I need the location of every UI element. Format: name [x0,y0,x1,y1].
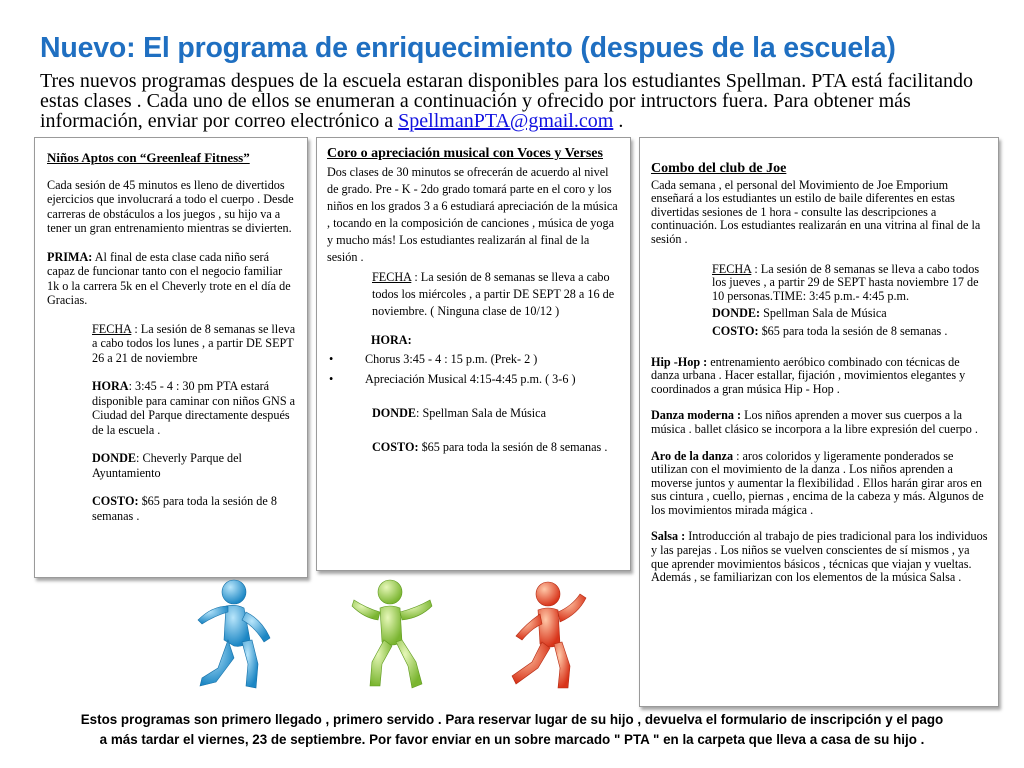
box1-fecha [47,322,297,366]
box1-costo [47,494,297,523]
intro-end: . [613,110,624,132]
box2-fecha [327,269,622,320]
box1-prima-label: PRIMA: [47,249,93,264]
box1-donde-text: : Cheverly Parque del Ayuntamiento [92,451,242,480]
box1-donde-label: DONDE [92,451,137,465]
box3-moderna-text: Los niños aprenden a mover sus cuerpos a la música . ballet clásico se incorpora a la libre expresión del cuerpo . [651,408,978,436]
box3-hiphop-text: entrenamiento aeróbico combinado con técnicas de danza urbana . Hacer estallar, fijación , movimientos elegantes y coordinados a gran música Hip - Hop . [651,354,966,396]
box1-prima-text: Al final de esta clase cada niño será capaz de funcionar tanto con el negocio familiar 1k o la carrera 5k en el Cheverly trote en el día de Gracias. [47,249,291,307]
program-box-fitness [34,137,308,578]
page-title: Nuevo: El programa de enriquecimiento (despues de la escuela) [40,32,896,64]
box1-costo-label: COSTO: [92,494,139,508]
box2-fecha-text: : La sesión de 8 semanas se lleva a cabo todos los miércoles , a partir DE SEPT 28 a 16 de noviembre. ( Ninguna clase de 10/12 ) [372,270,615,318]
email-link[interactable]: SpellmanPTA@gmail.com [398,110,614,132]
box1-costo-text: $65 para toda la sesión de 8 semanas . [92,494,277,523]
program-box-dance [639,137,999,707]
box3-moderna [651,409,988,436]
red-running-figure-icon [502,580,594,696]
box2-costo-label: COSTO: [372,440,419,454]
blue-running-figure-icon [188,578,288,698]
box3-fecha-text: : La sesión de 8 semanas se lleva a cabo todos los jueves , a partir 29 de SEPT hasta noviembre 17 de 10 personas.TIME: 3:45 p.m.- 4:45 p.m. [712,261,980,303]
box1-hora [47,379,297,437]
box3-aro-text: : aros coloridos y ligeramente ponderados se utilizan con el movimiento de la danza . Los niños aprenden a moverse juntos y aumentar la flexibilidad . Ellos harán girar aros en sus cintura , cuello, piernas , encima de la cabeza y más. Algunos de los movimientos mirada mágica . [651,448,984,517]
bullet-icon: • [329,352,334,366]
box3-hiphop [651,356,988,397]
footer-line-1: Estos programas son primero llegado , primero servido . Para reservar lugar de su hijo , devuelva el formulario de inscripción y el pago [80,712,944,727]
box3-hiphop-label: Hip -Hop : [651,354,708,369]
box2-donde-text: : Spellman Sala de Música [416,406,546,420]
box2-bullet-1-text: Chorus 3:45 - 4 : 15 p.m. (Prek- 2 ) [365,352,538,366]
box1-fecha-label: FECHA [92,321,132,336]
intro-paragraph [40,71,985,131]
box3-description: Cada semana , el personal del Movimiento de Joe Emporium enseñará a los estudiantes un estilo de baile diferentes en estas divertidas sesiones de 1 hora - consulte las descripciones a continuación. Los estudiantes realizarán en una vitrina al final de la sesión . [651,177,981,246]
box3-donde [651,307,988,321]
box2-costo [327,439,622,456]
box3-moderna-label: Danza moderna : [651,408,742,423]
box3-salsa [651,530,988,584]
footer-note [20,710,1004,750]
box3-aro [651,450,988,518]
box2-fecha-label: FECHA [372,270,412,284]
box3-donde-text: Spellman Sala de Música [760,306,887,321]
box1-fecha-text: : La sesión de 8 semanas se lleva a cabo todos los lunes , a partir DE SEPT 26 a 21 de noviembre [92,321,296,365]
box3-fecha-label: FECHA [712,261,752,276]
box2-description: Dos clases de 30 minutos se ofrecerán de acuerdo al nivel de grado. Pre - K - 2do grado tomará parte en el coro y los niños en los grados 3 a 6 estudiará apreciación de la música , tocando en la composición de canciones , música de yoga y mucho más! Los estudiantes realizarán al final de la sesión . [327,165,618,264]
box2-costo-text: $65 para toda la sesión de 8 semanas . [418,440,608,454]
box2-donde [327,405,622,422]
box1-hora-text: : 3:45 - 4 : 30 pm PTA estará disponible para caminar con niños GNS a Ciudad del Parque directamente después de la escuela . [92,379,296,437]
bullet-icon: • [329,372,334,386]
box3-donde-label: DONDE: [712,306,761,321]
box3-fecha [651,263,988,304]
green-running-figure-icon [346,578,438,696]
box3-title: Combo del club de Joe [651,161,787,176]
box2-hora-label: HORA: [371,333,412,347]
box2-title: Coro o apreciación musical con Voces y Verses [327,146,603,161]
footer-line-2: a más tardar el viernes, 23 de septiembre. Por favor enviar en un sobre marcado " PTA " en la carpeta que lleva a casa de su hijo . [99,732,925,747]
box1-description: Cada sesión de 45 minutos es lleno de divertidos ejercicios que involucrará a todo el cuerpo . Desde carreras de obstáculos a los juegos , su hijo va a tener un gran entrenamiento mientras se divierten. [47,177,294,235]
box2-bullet-1 [327,351,622,368]
box2-bullet-2 [327,371,622,388]
box3-costo-text: $65 para toda la sesión de 8 semanas . [758,323,948,338]
box3-salsa-label: Salsa : [651,529,686,544]
box3-costo-label: COSTO: [712,323,759,338]
box2-bullet-2-text: Apreciación Musical 4:15-4:45 p.m. ( 3-6 ) [365,372,576,386]
box1-prima [47,250,297,308]
intro-text: Tres nuevos programas despues de la escuela estaran disponibles para los estudiantes Spellman. PTA está facilitando estas clases . Cada uno de ellos se enumeran a continuación y ofrecido por intructors fuera. Para obtener más información, enviar por correo electrónico a [40,70,973,132]
box1-title: Niños Aptos con “Greenleaf Fitness” [47,150,250,165]
box3-aro-label: Aro de la danza [651,448,734,463]
box1-donde [47,451,297,480]
box3-costo [651,325,988,339]
box2-donde-label: DONDE [372,406,417,420]
program-box-music [316,137,631,571]
box3-salsa-text: Introducción al trabajo de pies tradicional para los individuos y las parejas . Los niños se vuelven conscientes de sí mismos , ya que aprender movimientos básicos , técnicas que viajan y vueltas. Además , se familiarizan con los elementos de la música Salsa . [651,529,988,585]
box1-hora-label: HORA [92,379,129,393]
